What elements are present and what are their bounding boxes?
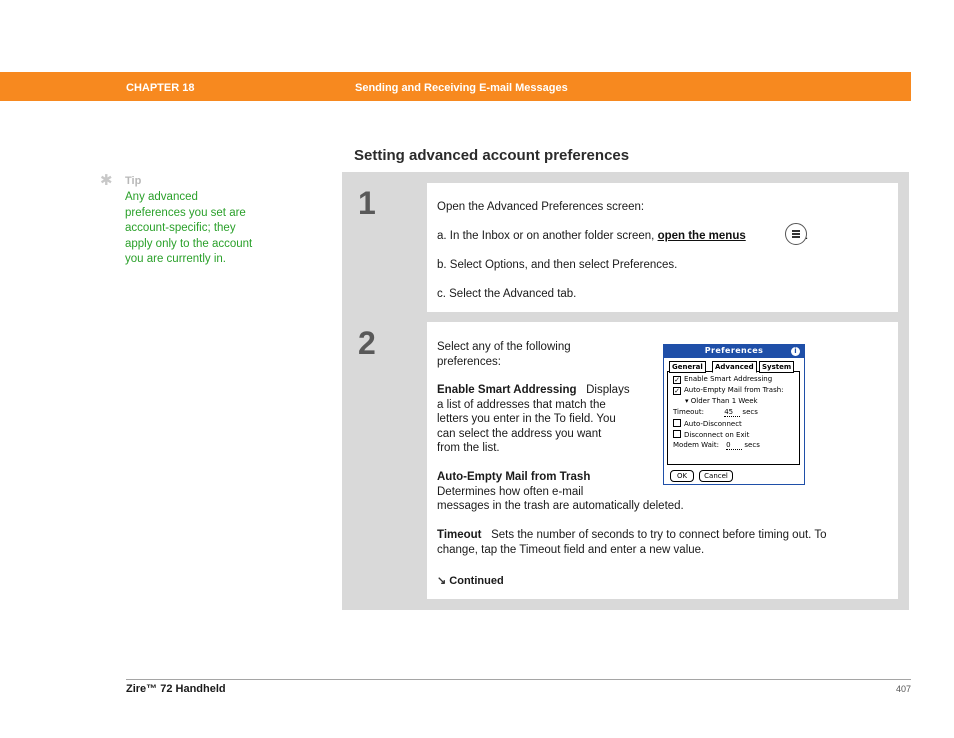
palm-modem-label: Modem Wait: (673, 441, 719, 449)
older-row (685, 397, 758, 405)
step-1-a-prefix: a. In the Inbox or on another folder screen, (437, 230, 658, 242)
tip-line: apply only to the account (125, 237, 253, 250)
timeout-row (673, 408, 758, 417)
step-number: 1 (358, 185, 376, 221)
smart-addressing-desc (437, 383, 630, 456)
info-icon: i (791, 347, 800, 356)
open-menus-link[interactable]: open the menus (657, 230, 746, 242)
desc-line: from the list. (437, 442, 500, 454)
tip-text (125, 190, 285, 268)
palm-ok-button: OK (670, 470, 694, 482)
intro-line: preferences: (437, 355, 501, 368)
chapter-title: Sending and Receiving E-mail Messages (355, 82, 568, 94)
preferences-screenshot (663, 344, 805, 485)
tip-label: Tip (125, 175, 142, 187)
auto-empty-row (673, 386, 784, 395)
continued-indicator[interactable] (437, 574, 504, 587)
tab-general: General (669, 361, 706, 373)
tip-line: you are currently in. (125, 253, 226, 266)
auto-disconnect-row (673, 419, 742, 428)
frame-right (799, 371, 800, 465)
checkbox-icon (673, 419, 681, 427)
tip-line: Any advanced (125, 191, 198, 203)
section-title: Setting advanced account preferences (354, 147, 630, 164)
page-number: 407 (895, 684, 911, 694)
frame-bottom (667, 464, 800, 465)
triangle-down-icon: ▾ (685, 397, 689, 405)
intro-line: Select any of the following (437, 341, 571, 353)
footer-product (126, 683, 226, 695)
step-1-a-suffix: . (805, 230, 809, 242)
palm-modem-unit: secs (744, 441, 760, 449)
palm-title: Preferences (704, 346, 764, 355)
modem-wait-row (673, 441, 760, 450)
asterisk-icon: ✱ (100, 172, 113, 189)
desc-line: letters you enter in the To field. You (437, 413, 616, 425)
desc-line: Sets the number of seconds to try to connect before timing out. To (491, 529, 827, 541)
checkbox-checked-icon: ✓ (674, 376, 680, 384)
palm-disconnect-exit-label: Disconnect on Exit (684, 431, 750, 439)
palm-cancel-button: Cancel (699, 470, 733, 482)
smart-addressing-label: Enable Smart Addressing (437, 384, 577, 396)
timeout-label: Timeout (437, 529, 482, 541)
arrow-down-right-icon: ↘ (437, 575, 447, 587)
chapter-label: CHAPTER 18 (126, 82, 195, 94)
desc-line: messages in the trash are automatically deleted. (437, 500, 684, 512)
disconnect-exit-row (673, 430, 749, 439)
desc-line: Determines how often e-mail (437, 485, 584, 498)
checkbox-icon (673, 430, 681, 438)
palm-timeout-unit: secs (742, 408, 758, 416)
step-2-intro (437, 340, 571, 369)
step-1-intro: Open the Advanced Preferences screen: (437, 201, 645, 213)
tab-advanced: Advanced (712, 361, 757, 373)
desc-line: change, tap the Timeout field and enter a new value. (437, 543, 705, 556)
step-1-b: b. Select Options, and then select Preferences. (437, 259, 678, 271)
smart-addressing-row (673, 375, 772, 384)
footer-divider (126, 679, 911, 680)
palm-timeout-value: 45 (724, 408, 740, 417)
checkbox-checked-icon: ✓ (674, 387, 680, 395)
continued-label: Continued (449, 575, 504, 587)
menu-icon (785, 223, 807, 245)
palm-timeout-label: Timeout: (673, 408, 704, 416)
palm-modem-value: 0 (726, 441, 742, 450)
step-1-a (437, 229, 746, 244)
step-1-c: c. Select the Advanced tab. (437, 288, 577, 300)
tip-line: account-specific; they (125, 222, 236, 235)
step-number: 2 (358, 325, 376, 361)
palm-autoempty-label: Auto-Empty Mail from Trash: (684, 386, 784, 394)
palm-older-label: Older Than 1 Week (690, 397, 758, 405)
palm-smart-label: Enable Smart Addressing (684, 375, 773, 383)
auto-empty-desc (437, 470, 684, 514)
palm-autodisconnect-label: Auto-Disconnect (684, 420, 742, 428)
desc-line: a list of addresses that match the (437, 398, 606, 411)
auto-empty-label: Auto-Empty Mail from Trash (437, 471, 591, 483)
timeout-desc (437, 528, 827, 557)
desc-line: can select the address you want (437, 427, 602, 440)
desc-line: Displays (586, 384, 630, 396)
frame-left (667, 371, 668, 465)
tab-system: System (759, 361, 794, 373)
tip-line: preferences you set are (125, 206, 246, 219)
product-name: Zire™ 72 Handheld (126, 683, 226, 695)
